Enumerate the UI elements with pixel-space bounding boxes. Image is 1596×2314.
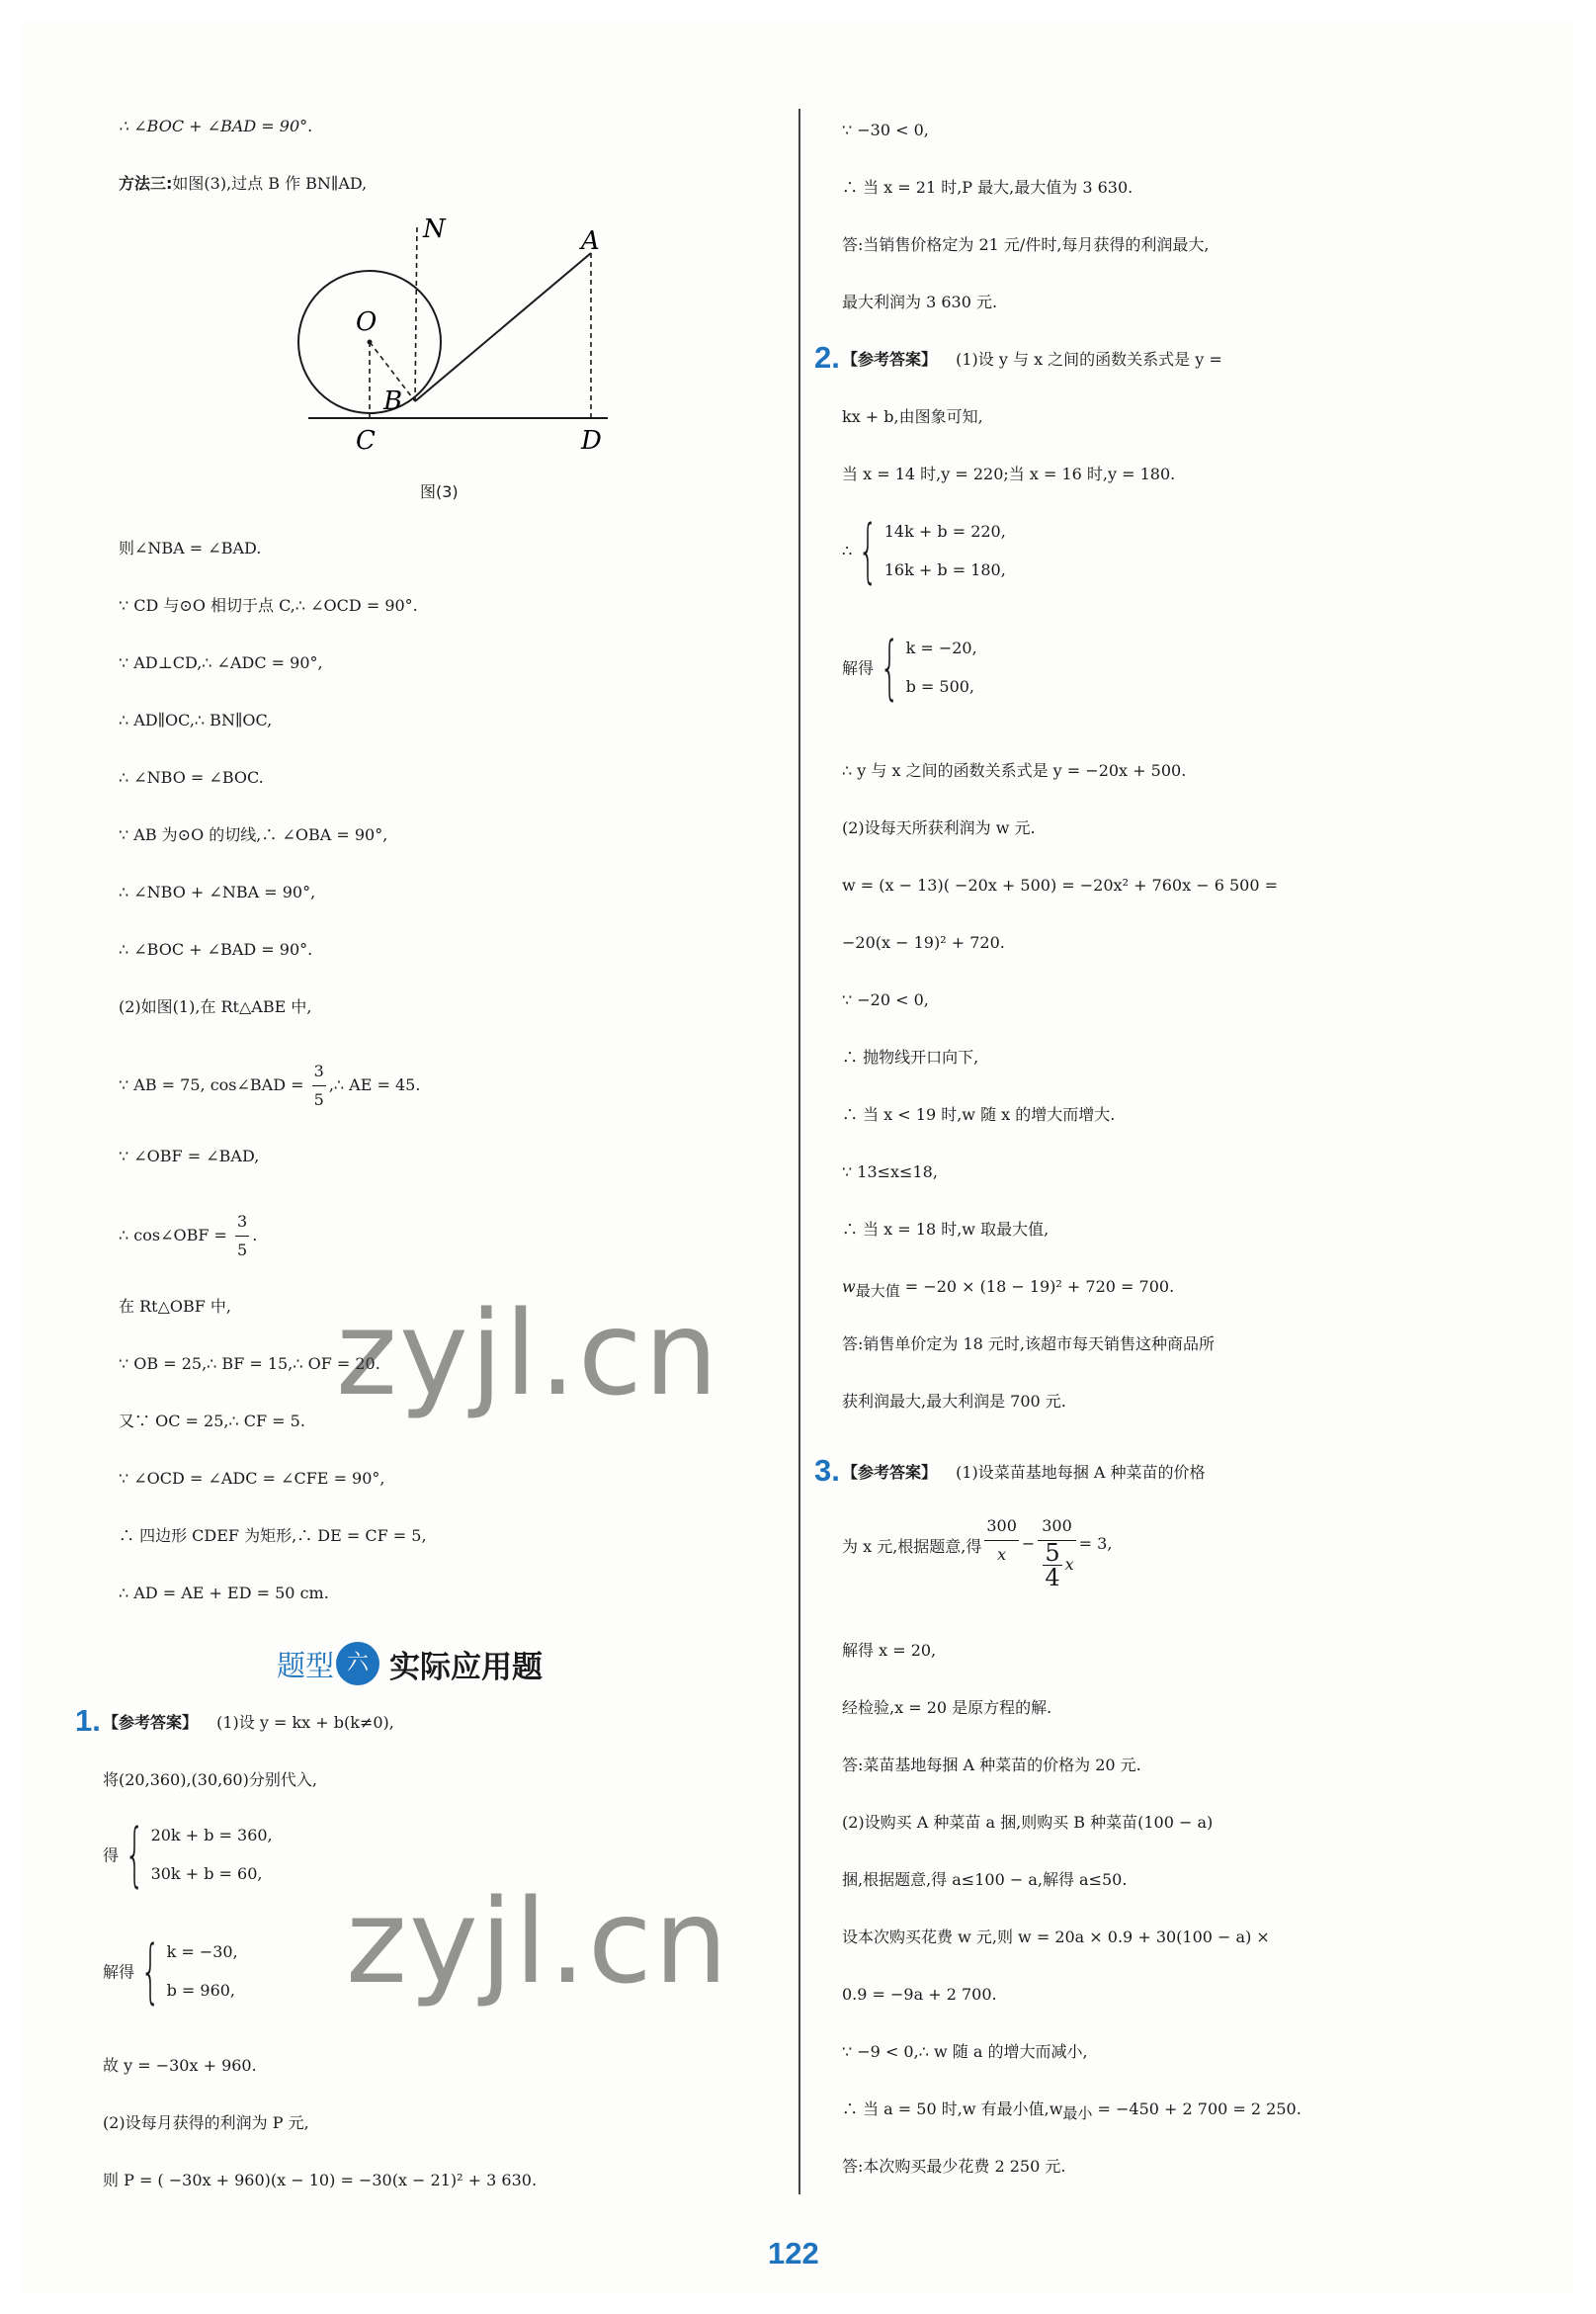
system-lines	[884, 512, 1006, 589]
text-line: 又∵ OC = 25,∴ CF = 5.	[119, 1412, 305, 1430]
text-line: 则∠NBA = ∠BAD.	[119, 539, 262, 557]
geometry-figure	[287, 215, 623, 463]
text-segment: (1)设 y = kx + b(k≠0),	[216, 1713, 394, 1732]
text-line: (2)设购买 A 种菜苗 a 捆,则购买 B 种菜苗(100 − a)	[842, 1813, 1214, 1832]
equation: b = 500,	[905, 677, 975, 696]
text-line: ∴ ∠NBO = ∠BOC.	[119, 768, 264, 787]
numerator: 300	[984, 1512, 1019, 1541]
section-title: 实际应用题	[389, 1649, 544, 1685]
text-line: 则 P = ( −30x + 960)(x − 10) = −30(x − 21)² + 3 630.	[103, 2171, 538, 2189]
text-segment: w	[842, 1277, 856, 1296]
text-line: ∴ 当 x < 19 时,w 随 x 的增大而增大.	[842, 1105, 1116, 1124]
text-line	[842, 1453, 1206, 1493]
text-line	[842, 2090, 1302, 2133]
text-segment: = 3,	[1078, 1534, 1113, 1553]
text-segment: 解得	[842, 658, 875, 678]
method-text: 如图(3),过点 B 作 BN∥AD,	[172, 174, 368, 193]
text-line: kx + b,由图象可知,	[842, 407, 983, 426]
denominator: x	[997, 1545, 1007, 1564]
text-line: ∵ ∠OCD = ∠ADC = ∠CFE = 90°,	[119, 1469, 385, 1488]
text-line	[842, 340, 1222, 380]
equation: k = −30,	[166, 1942, 238, 1961]
text-line: ∴ ∠BOC + ∠BAD = 90°.	[119, 117, 313, 135]
text-line	[103, 1703, 394, 1743]
text-line: ∵ −20 < 0,	[842, 990, 929, 1009]
equation-system	[103, 1932, 238, 2010]
numerator: 3	[312, 1058, 326, 1086]
text-line: 获利润最大,最大利润是 700 元.	[842, 1392, 1066, 1411]
denominator: 5	[313, 1090, 324, 1109]
text-segment: = −20 × (18 − 19)² + 720 = 700.	[899, 1277, 1175, 1296]
question-number: 3.	[814, 1453, 840, 1488]
denominator: 5	[237, 1241, 248, 1259]
text-line: ∵ CD 与⊙O 相切于点 C,∴ ∠OCD = 90°.	[119, 596, 418, 615]
text-line: ∴ 抛物线开口向下,	[842, 1048, 979, 1067]
text-segment: ,∴ AE = 45.	[328, 1075, 421, 1094]
text-line: ∵ −9 < 0,∴ w 随 a 的增大而减小,	[842, 2042, 1088, 2061]
text-line: 捆,根据题意,得 a≤100 − a,解得 a≤50.	[842, 1870, 1128, 1889]
method-label: 方法三:	[119, 174, 173, 193]
answer-tag: 【参考答案】	[842, 350, 938, 369]
text-segment: = −450 + 2 700 = 2 250.	[1092, 2100, 1302, 2118]
text-segment: ∴	[842, 541, 853, 560]
label-A: A	[581, 226, 600, 256]
text-line: 故 y = −30x + 960.	[103, 2056, 257, 2075]
section-header	[277, 1636, 543, 1691]
text-line: ∴ AD∥OC,∴ BN∥OC,	[119, 711, 273, 729]
text-segment: 得	[103, 1845, 120, 1865]
brace: {	[125, 1814, 145, 1895]
text-line: ∴ ∠NBO + ∠NBA = 90°,	[119, 883, 316, 901]
text-segment: ∴ cos∠OBF =	[119, 1226, 227, 1244]
text-line: ∵ OB = 25,∴ BF = 15,∴ OF = 20.	[119, 1354, 380, 1373]
text-line: 答:当销售价格定为 21 元/件时,每月获得的利润最大,	[842, 235, 1210, 254]
text-line: ∴ y 与 x 之间的函数关系式是 y = −20x + 500.	[842, 761, 1187, 780]
system-lines	[151, 1816, 273, 1893]
text-line: 经检验,x = 20 是原方程的解.	[842, 1698, 1052, 1717]
text-line: ∵ 13≤x≤18,	[842, 1162, 938, 1181]
equation: 30k + b = 60,	[150, 1864, 263, 1883]
text-line: −20(x − 19)² + 720.	[842, 933, 1005, 952]
text-line: (2)如图(1),在 Rt△ABE 中,	[119, 997, 312, 1016]
question-number: 2.	[814, 340, 840, 375]
system-lines	[906, 629, 977, 706]
text-segment: (1)设菜苗基地每捆 A 种菜苗的价格	[956, 1463, 1206, 1482]
text-line: 答:菜苗基地每捆 A 种菜苗的价格为 20 元.	[842, 1756, 1141, 1774]
page-number: 122	[768, 2236, 819, 2271]
text-line	[119, 164, 367, 204]
fraction	[1038, 1512, 1075, 1589]
text-line	[119, 1058, 420, 1114]
text-segment: 为 x 元,根据题意,得	[842, 1537, 982, 1556]
brace: {	[858, 510, 879, 591]
text-line: ∴ 当 x = 21 时,P 最大,最大值为 3 630.	[842, 178, 1134, 197]
text-segment: −	[1021, 1534, 1036, 1553]
figure-caption: 图(3)	[420, 482, 459, 501]
text-segment: 解得	[103, 1962, 135, 1982]
fraction	[235, 1208, 249, 1264]
brace: {	[880, 627, 900, 708]
numerator: 300	[1038, 1512, 1075, 1541]
numerator: 5	[1045, 1539, 1060, 1567]
equation: k = −20,	[905, 639, 977, 657]
text-line	[119, 1208, 257, 1264]
variable: x	[1064, 1555, 1074, 1574]
system-lines	[167, 1932, 238, 2010]
column-divider	[798, 109, 800, 2194]
text-line: ∵ AB 为⊙O 的切线,∴ ∠OBA = 90°,	[119, 825, 388, 844]
fraction	[312, 1058, 326, 1114]
equation-system	[842, 629, 977, 706]
text-line: ∵ −30 < 0,	[842, 121, 929, 139]
text-line: 答:销售单价定为 18 元时,该超市每天销售这种商品所	[842, 1334, 1216, 1353]
equation: 20k + b = 360,	[150, 1826, 273, 1844]
text-line: 0.9 = −9a + 2 700.	[842, 1985, 997, 2004]
equation: 14k + b = 220,	[883, 522, 1006, 541]
equation-line	[842, 1512, 1112, 1589]
text-line: 答:本次购买最少花费 2 250 元.	[842, 2157, 1066, 2176]
text-line: (2)设每天所获利润为 w 元.	[842, 818, 1036, 837]
watermark: zyjl.cn	[336, 1285, 720, 1421]
text-segment: ∵ AB = 75, cos∠BAD =	[119, 1075, 304, 1094]
denominator	[1038, 1541, 1075, 1589]
numerator: 3	[235, 1208, 249, 1237]
text-segment: (1)设 y 与 x 之间的函数关系式是 y =	[956, 350, 1222, 369]
text-line: ∵ AD⊥CD,∴ ∠ADC = 90°,	[119, 653, 323, 672]
text-line	[842, 1267, 1174, 1311]
answer-tag: 【参考答案】	[842, 1463, 938, 1482]
text-segment: .	[252, 1226, 258, 1244]
equation: b = 960,	[166, 1981, 236, 2000]
subscript: 最小	[1062, 2104, 1093, 2123]
equation: 16k + b = 180,	[883, 560, 1006, 579]
text-line: 解得 x = 20,	[842, 1641, 937, 1660]
section-prefix: 题型	[277, 1648, 335, 1682]
text-line: 将(20,360),(30,60)分别代入,	[103, 1770, 317, 1789]
equation-system	[103, 1816, 273, 1893]
question-number: 1.	[75, 1703, 101, 1738]
text-line: 在 Rt△OBF 中,	[119, 1297, 232, 1316]
label-O: O	[356, 307, 378, 337]
label-C: C	[356, 426, 376, 456]
text-line: (2)设每月获得的利润为 P 元,	[103, 2113, 309, 2132]
section-badge: 六	[336, 1642, 379, 1685]
label-B: B	[383, 386, 403, 416]
text-line: 最大利润为 3 630 元.	[842, 293, 998, 311]
fraction	[984, 1512, 1019, 1569]
text-line: ∴ 四边形 CDEF 为矩形,∴ DE = CF = 5,	[119, 1526, 427, 1545]
text-line: ∴ ∠BOC + ∠BAD = 90°.	[119, 940, 313, 959]
brace: {	[140, 1930, 161, 2012]
text-line: ∴ 当 x = 18 时,w 取最大值,	[842, 1220, 1050, 1239]
equation-system	[842, 512, 1006, 589]
answer-tag: 【参考答案】	[103, 1713, 199, 1732]
label-D: D	[581, 426, 602, 456]
inner-fraction	[1043, 1541, 1061, 1589]
text-line: w = (x − 13)( −20x + 500) = −20x² + 760x − 6 500 =	[842, 876, 1278, 895]
watermark: zyjl.cn	[346, 1873, 730, 2010]
text-line: ∴ AD = AE + ED = 50 cm.	[119, 1584, 329, 1602]
text-line: 当 x = 14 时,y = 220;当 x = 16 时,y = 180.	[842, 465, 1176, 483]
subscript: 最大值	[855, 1282, 900, 1301]
text-segment: ∴ 当 a = 50 时,w 有最小值,w	[842, 2100, 1063, 2118]
label-N: N	[423, 215, 446, 244]
text-line: 设本次购买花费 w 元,则 w = 20a × 0.9 + 30(100 − a) ×	[842, 1928, 1270, 1946]
text-line: ∵ ∠OBF = ∠BAD,	[119, 1147, 260, 1165]
denominator: 4	[1045, 1564, 1060, 1591]
